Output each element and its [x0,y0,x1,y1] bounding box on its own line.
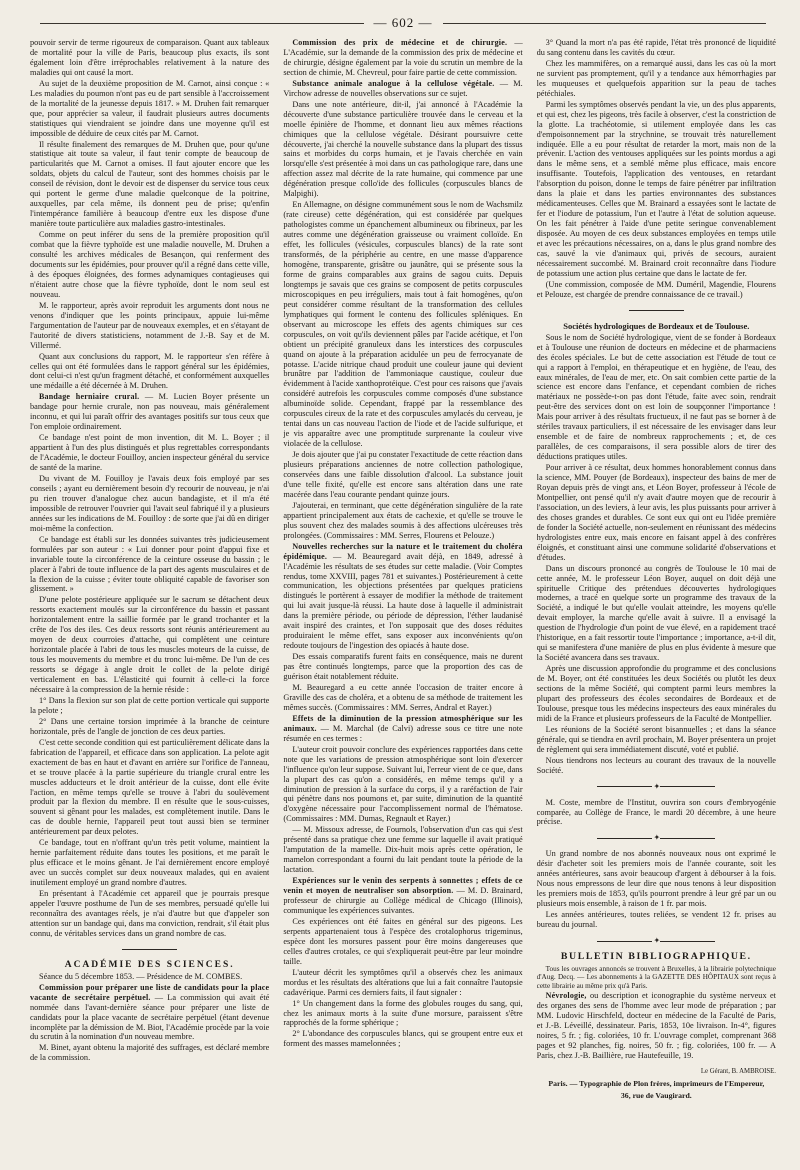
paragraph: (Une commission, composée de MM. Duméril, Magendie, Flourens et Pelouze, est chargée de prendre connaissance de ce travail.) [536,279,776,299]
article-pression [283,714,522,744]
paragraph: Au sujet de la deuxième proposition de M. Carnot, ainsi conçue : « Les maladies du poumon n'ont pas eu de part sensible à l'accroissement de la mortalité de la jeunesse depuis 1817. » M. Druhen fait remarquer que, pour apprécier sa valeur, il faudrait plusieurs autres documents statistiques qui viendraient se joindre dans une moyenne qu'il est impossible de déduire de ceux cités par M. Carnot. [30,78,270,138]
article-cholera [283,542,522,651]
paragraph: C'est cette seconde condition qui est particulièrement délicate dans la fabrication de l'appareil, et efficace dans son application. La pelote agit exactement de bas en haut et d'avant en arrière sur l'orifice de l'anneau, et se trouve placée à la partie supérieure du triangle crural entre les muscles adducteurs et le droit antérieur de la cuisse, dont elle évite l'action, en même temps qu'elle se trouve à l'abri du soulèvement produit par la flexion du membre. Il en résulte que le sous-cuisses, souvent si gênant pour les malades, est complètement inutile. Dans le cas de double hernie, l'appareil peut tout aussi bien se terminer antérieurement par deux pelotes. [30,737,270,837]
column-3 [537,38,776,1150]
paragraph: Comme on peut inférer du sens de la première proposition qu'il combat que la fièvre typhoïde est une maladie nouvelle, M. Druhen a consulté les archives médicales de Besançon, qui renferment des documents sur les épidémies, pour prouver qu'il a régné dans cette ville, à des époques éloignées, des formes adynamiques contagieuses qui n'étaient autre chose que la fièvre typhoïde, dont le nom seul est nouveau. [30,230,270,299]
article-lead: Substance animale analogue à la cellulose végétale. [292,78,495,88]
paragraph: 1° Un changement dans la forme des globules rouges du sang, qui, chez les animaux morts à la suite d'une morsure, paraissent s'être rapprochés de la forme sphérique ; [283,998,523,1028]
paragraph: Nous tiendrons nos lecteurs au courant des travaux de la nouvelle Société. [536,755,776,775]
paragraph: M. Coste, membre de l'Institut, ouvrira son cours d'embryogénie comparée, au Collège de France, le mardi 20 décembre, à une heure précise. [536,797,776,827]
printer-address: 36, rue de Vaugirard. [620,1090,692,1100]
article-text: — M. Beauregard avait déjà, en 1849, adressé à l'Académie les résultats de ses études sur cette maladie. (Voir Comptes rendus, tome XXVIII, pages 781 et suivantes.) Postérieurement à cette communication, les objections présentées par quelques praticiens distingués le portèrent à essayer de modifier la méthode de traitement qui lui avait jusque-là réussi. La haute dose à laquelle il administrait dans la première période, ou période de dépression, l'éther laudanisé avait inspiré des craintes, et l'on supposait que des doses réduites produiraient le même effet, sans exposer aux inconvénients qu'on redoute toujours de l'ingestion des opiacés à haute dose. [283,551,523,651]
article-lead: Expériences sur le venin des serpents à sonnettes ; effets de ce venin et moyen de neutraliser son absorption. [283,876,523,896]
section-divider [30,945,269,955]
article-text: ou description et iconographie du système nerveux et des organes des sens de l'homme avec leur mode de préparation ; par MM. Ludovic Hirschfeld, docteur en médecine de la Faculté de Paris, et J.-B. Léveillé, dessinateur. Paris, 1853, 10e livraison. In-4°, figures noires, 5 fr. ; fig. coloriées, 10 fr. L'ouvrage complet, comprenant 368 pages et 92 planches, fig. noires, 50 fr. ; fig. coloriées, 100 fr. — A Paris, chez J.-B. Baillière, rue Hautefeuille, 19. [536,991,776,1060]
paragraph: Ce bandage n'est point de mon invention, dit M. L. Boyer ; il appartient à l'un des plus distingués et plus regrettables correspondants de l'Académie, le docteur Fouilloy, ancien inspecteur général du service de santé de la marine. [30,433,270,473]
paragraph: — M. Missoux adresse, de Fournols, l'observation d'un cas qui s'est présenté dans sa pratique chez une femme sur laquelle il avait pratiqué l'amputation de la mamelle. Dix-huit mois après cette opération, le mamelon correspondant a fourni du lait pendant toute la période de la lactation. [283,825,523,875]
paragraph: 2° L'abondance des corpuscules blancs, qui se groupent entre eux et forment des masses mamelonnées ; [283,1029,523,1049]
article-lead: Névrologie, [545,991,587,1001]
article-serpents [283,876,522,916]
header-rule-left [40,23,364,24]
article-nevrologie [537,991,776,1061]
paragraph: 2° Dans une certaine torsion imprimée à la branche de ceinture horizontale, près de l'angle de jonction de ces deux parties. [30,716,270,736]
paragraph: Pour arriver à ce résultat, deux hommes honorablement connus dans la science, MM. Pouyer (de Bordeaux), inspecteur des bains de mer de Royan depuis près de vingt ans, et Léon Boyer, professeur à l'école de Montpellier, ont pensé qu'il n'y avait d'autre moyen que de recourir à l'association, un des leviers, à leur avis, les plus puissants pour arriver à des choses grandes et durables. Ce sont eux qui ont eu l'idée première de fonder la Société actuelle, non-seulement en réunissant des médecins hydrologistes entre eux, mais encore en faisant appel à des confrères éloignés, et constituant ainsi une commune solidarité d'observations et d'études. [536,463,776,562]
article-text: — M. D. Brainard, professeur de chirurgie au Collège médical de Chicago (Illinois), communique les expériences suivantes. [283,886,523,915]
ornament-divider: ✦ [537,833,776,843]
article-text: — M. Marchal (de Calvi) adresse sous ce titre une note résumée en ces termes : [283,723,523,743]
columns [30,38,776,1150]
article-lead: Commission des prix de médecine et de chirurgie. [292,38,508,47]
page-header [30,12,776,34]
article-lead: Commission pour préparer une liste de candidats pour la place vacante de secrétaire perpétuel. [30,982,270,1002]
paragraph: Ce bandage est établi sur les données suivantes très judicieusement formulées par son auteur : « Lui donner pour point d'appui fixe et invariable toute la circonférence de la ceinture osseuse du bassin ; le placer à l'abri de toute influence de la part des agents musculaires et de la flexion de la cuisse ; éviter toute obliquité capable de favoriser son glissement. » [30,534,270,594]
ornament-divider: ✦ [537,936,776,946]
paragraph: Je dois ajouter que j'ai pu constater l'exactitude de cette réaction dans plusieurs préparations anciennes de notre collection pathologique, conservées dans une faible dissolution d'alcool. La substance jouit d'une telle fixité, qu'elle est encore sans altération dans une rate macérée dans l'eau courante pendant quinze jours. [283,450,523,499]
paragraph: Dans une note antérieure, dit-il, j'ai annoncé à l'Académie la découverte d'une substance particulière trouvée dans le cerveau et la moelle épinière de l'homme, et donnant lieu aux mêmes réactions chimiques que la cellulose végétale. Désirant poursuivre cette découverte, j'ai cherché la nouvelle substance dans la plupart des tissus sains et morbides du corps humain, et je l'avais cherchée en vain lorsqu'elle s'est présentée à moi dans un cas pathologique rare, dans une affection assez mal décrite de la rate humaine, qui commence par une dégénération presque collo'ide des follicules (corpuscules blancs de Malpighi). [283,99,523,199]
paragraph: M. Binet, ayant obtenu la majorité des suffrages, est déclaré membre de la commission. [30,1043,270,1063]
paragraph: L'auteur décrit les symptômes qu'il a observés chez les animaux mordus et les résultats des altérations que lui a fait connaître l'autopsie cadavérique. Parmi ces derniers faits, il faut signaler : [283,967,523,997]
column-1 [30,38,269,1150]
session-line: Séance du 5 décembre 1853. — Présidence de M. COMBES. [39,971,243,981]
paragraph: Après une discussion approfondie du programme et des conclusions de M. Boyer, ont été constituées les deux Sociétés ou plutôt les deux sections de la même Société, qui comptent parmi leurs membres la plupart des professeurs des écoles secondaires de Bordeaux et de Toulouse, presque tous les médecins inspecteurs des eaux minérales du midi de la France et plusieurs professeurs de la Faculté de Montpellier. [536,664,776,723]
paragraph: Parmi les symptômes observés pendant la vie, un des plus apparents, et qui est, chez les pigeons, très facile à observer, c'est la constriction de la glotte. La trachéotomie, si utilement employée dans les cas d'empoisonnement par la strychnine, se trouvait très naturellement indiquée. Elle a eu pour résultat de retarder la mort, mais non de la prévenir. L'action des ventouses appliquées sur les points mordus a agi dans le même sens, et a semblé même plus efficace, mais encore insuffisante. Toutefois, l'application des ventouses, en retardant l'absorption du poison, donne le temps de faire pénétrer par infiltration dans la plaie et dans les parties environnantes des substances médicamenteuses. Celles que M. Brainard a essayées sont le lactate de fer et l'iodure de potassium, l'un et l'autre à l'état de solution aqueuse. On les fait pénétrer à l'aide d'une petite seringue convenablement disposée. Au moyen de ces deux substances employées en temps utile et avec les précautions nécessaires, on a, dans le plus grand nombre des cas, sauvé la vie d'animaux qui, privés de secours, auraient nécessairement succombé. M. Brainard croit reconnaître dans l'iodure de potassium une action plus certaine que dans le lactate de fer. [536,99,776,278]
article-cellulose [283,79,522,99]
paragraph: Les réunions de la Société seront bisannuelles ; et dans la séance générale, qui se tiendra en avril prochain, M. Boyer présentera un projet de règlement qui sera immédiatement discuté, voté et publié. [536,724,776,754]
paragraph: M. Beauregard a eu cette année l'occasion de traiter encore à Graville des cas de choléra, et a obtenu de sa méthode de traitement les mêmes succès. (Commissaires : MM. Serres, Andral et Rayer.) [283,683,523,712]
ornament-divider: ✦ [537,782,776,792]
paragraph: Un grand nombre de nos abonnés nouveaux nous ont exprimé le désir d'acheter soit les premiers mois de l'année courante, soit les années antérieures, sans avoir beaucoup d'argent à débourser à la fois. Nous nous empressons de leur dire que nous tenons à leur disposition les premiers mois de 1853, qu'ils pourront prendre à leur gré par un ou plusieurs mois ensemble, à raison de 1 fr. par mois. [536,849,776,909]
article-text: — L'Académie, sur la demande de la commission des prix de médecine et de chirurgie, désigne également par la voie du scrutin un membre de la section de chimie, M. Chevreul, pour faire partie de cette commission. [283,38,523,77]
article-text: — La commission qui avait été nommée dans l'avant-dernière séance pour préparer une liste de candidats pour la place vacante de secrétaire perpétuel (étant devenue incomplète par la démission de M. Biot, l'Académie procède par la voie du scrutin à la nomination d'un nouveau membre. [30,992,270,1042]
paragraph: Dans un discours prononcé au congrès de Toulouse le 10 mai de cette année, M. le professeur Léon Boyer, auquel on doit déjà une spirituelle Critique des prétendues découvertes hydrologiques modernes, a tracé en quelque sorte un programme des travaux de la Société, a indiqué le but qu'elle voulait atteindre, les moyens qu'elle devait employer, la marche qu'elle avait à suivre. Il a envisagé la question de l'hydrologie d'un point de vue élevé, en a rapidement tracé l'historique, en a fait ressortir toute l'importance ; importance, a-t-il dit, qui se manifestera d'une manière de plus en plus évidente à mesure que la Société avancera dans ses travaux. [536,563,776,663]
paragraph: Ce bandage, tout en n'offrant qu'un très petit volume, maintient la hernie parfaitement réduite dans toutes les positions, et me paraît le plus efficace et le moins gênant. Je l'ai dernièrement encore employé avec un succès complet sur deux nouveaux malades, qui en avaient inutilement employé un grand nombre d'autres. [30,838,270,888]
gerant-name: B. AMBROISE. [731,1067,776,1075]
paragraph: pouvoir servir de terme rigoureux de comparaison. Quant aux tableaux de mortalité pour la ville de Paris, beaucoup plus exacts, ils sont également loin d'être irréprochables relativement à la nature des maladies qui ont causé la mort. [30,38,270,77]
paragraph: En présentant à l'Académie cet appareil que je pourrais presque appeler l'œuvre posthume de l'un de ses membres, persuadé qu'elle lui reconnaîtra des avantages réels, je n'ai d'autre but que d'appeler son attention sur un bandage qui, dans ma conviction, rendrait, s'il était plus connu, de véritables services dans un grand nombre de cas. [30,889,270,938]
printer-line: Paris. — Typographie de Plon frères, imprimeurs de l'Empereur, [548,1078,765,1088]
article-lead: Effets de la diminution de la pression atmosphérique sur les animaux. [283,713,523,733]
paragraph: D'une pelote postérieure appliquée sur le sacrum se détachent deux ressorts exactement moulés sur la circonférence du bassin et passant horizontalement entre la saillie formée par le grand trochanter et la crête de l'os des iles. Ces deux ressorts sont réunis antérieurement au moyen de deux courroies d'attache, qui complètent une ceinture horizontale placée à l'abri de tous les muscles moteurs de la cuisse, de tous les mouvements du membre et du tronc lui-même. De l'un de ces ressorts se dégage à angle droit le collet de la pelote dirigé verticalement en bas. L'élasticité qui fournit à celle-ci la force nécessaire à la compression de la hernie réside : [30,595,270,694]
paragraph: Ces expériences ont été faites en général sur des pigeons. Les serpents appartenaient tous à l'espèce des crotalophorus trigeminus, espèce dont les morsures passent pour être moins dangereuses que celles d'autres crotales, ce qui s'expliquerait peut-être par leur moindre taille. [283,916,523,966]
page-number: — 602 — [373,15,433,30]
paragraph: Chez les mammifères, on a remarqué aussi, dans les cas où la mort ne survient pas promptement, qu'il y a tendance aux hémorrhagies par les muqueuses et quelquefois apparition sur la peau de taches pétéchiales. [536,58,776,98]
article-commission [30,983,269,1043]
paragraph: Du vivant de M. Fouilloy je l'avais deux fois employé par ses conseils ; ayant eu dernièrement besoin d'y recourir de nouveau, je n'ai pu rien trouver d'analogue chez aucun bandagiste, et il m'a été impossible de retrouver l'ouvrier qui l'avait seul fabriqué il y a plusieurs années sur les indications de M. Fouilloy : de sorte que j'ai dû en diriger moi-même la confection. [30,473,270,533]
header-rule-right [443,23,767,24]
paragraph: Sous le nom de Société hydrologique, vient de se fonder à Bordeaux et à Toulouse une réunion de docteurs en médecine et de pharmaciens des écoles spéciales. Le but de cette association est l'étude de tout ce qui a rapport à l'emploi, en thérapeutique et en hygiène, de l'eau, des eaux minérales, de l'eau de mer, etc. On sait combien cette partie de la science est encore dans l'enfance, et cependant combien de riches matériaux ne possède-t-on pas dont l'étude, faite avec soin, rendrait peut-être des services dont on est loin de soupçonner l'importance ! Mais pour arriver à des résultats fructueux, il ne faut pas se borner à de stériles travaux particuliers, il est nécessaire de les envisager dans leur ensemble et de faire de nombreux rapprochements ; et, de ces parallèles, de ces comparaisons, il sera possible alors de tirer des déductions pratiques utiles. [536,332,776,462]
section-divider [537,306,776,316]
bulletin-note: Tous les ouvrages annoncés se trouvent à Bruxelles, à la librairie polytechnique d'Aug. Decq. — Les abonnements à la GAZETTE DES HÔPITAUX sont reçus à cette librairie au même prix qu'à Paris. [536,964,776,990]
article-prix [283,38,522,78]
paragraph: 1° Dans la flexion sur son plat de cette portion verticale qui supporte la pelote ; [30,695,270,715]
gerant-line [537,1067,776,1077]
section-heading-academie: ACADÉMIE DES SCIENCES. [64,959,235,970]
paragraph: 3° Quand la mort n'a pas été rapide, l'état très prononcé de liquidité du sang contenu dans les cavités du cœur. [536,38,776,57]
article-bandage [30,392,269,432]
article-lead: Nouvelles recherches sur la nature et le traitement du choléra épidémique. [283,541,523,561]
section-heading-societes: Sociétés hydrologiques de Bordeaux et de Toulouse. [563,320,750,331]
paragraph: L'auteur croit pouvoir conclure des expériences rapportées dans cette note que les variations de pression atmosphérique sont loin d'exercer l'influence qu'on leur suppose. Suivant lui, l'erreur vient de ce que, dans la plupart des cas qu'on a considérés, en même temps qu'il y a diminution de pression à la surface du corps, il y a raréfaction de l'air qui pénètre dans nos poumons et, par suite, diminution de la quantité d'oxygène nécessaire pour l'accomplissement normal de l'hématose. (Commissaires : MM. Dumas, Regnault et Rayer.) [283,744,523,824]
paragraph: Des essais comparatifs furent faits en conséquence, mais ne durent pas être continués longtemps, parce que la proportion des cas de guérison était notablement réduite. [283,652,523,682]
column-2 [283,38,522,1150]
paragraph: J'ajouterai, en terminant, que cette dégénération singulière de la rate appartient principalement aux états de cachexie, et qu'elle se trouve le plus souvent chez des malades soumis à des affections ulcéreuses très prolongées. (Commissaires : MM. Serres, Flourens et Pelouze.) [283,500,523,540]
gerant-label: Le Gérant, [700,1067,732,1075]
bulletin-title: BULLETIN BIBLIOGRAPHIQUE. [560,950,752,962]
paragraph: M. le rapporteur, après avoir reproduit les arguments dont nous ne venons d'indiquer que les points principaux, appuie lui-même l'argumentation de l'auteur par de nouveaux exemples, et en s'étayant de l'autorité de divers statisticiens, notamment de J.-B. Say et de M. Villermé. [30,300,270,350]
paragraph: Il résulte finalement des remarques de M. Druhen que, pour qu'une statistique ait toute sa valeur, il faut tenir compte de beaucoup de particularités que M. Carnot a omises. Il faut ajouter encore que les soldats, objets du calcul de l'auteur, sont des hommes choisis par le conseil de révision, dont le devoir est de dispenser du service tous ceux qui portent le germe d'une maladie quelconque de la poitrine, auxquelles, par cela même, ils donnent peu de prise; qu'enfin l'intempérance familière à beaucoup d'entre eux les dispose d'une manière toute particulière aux maladies gastro-intestinales. [30,139,270,229]
article-text: — M. Lucien Boyer présente un bandage pour hernie crurale, non pas nouveau, mais généralement inconnu, et qui lui paraît offrir des avantages positifs sur tous ceux que l'on emploie ordinairement. [30,392,270,432]
paragraph: Quant aux conclusions du rapport, M. le rapporteur s'en réfère à celles qui ont été formulées dans le rapport général sur les épidémies, dont celui-ci n'est qu'un fragment détaché, et conformément auxquelles une médaille a été décernée à M. Druhen. [30,351,270,391]
article-text: — M. Virchow adresse de nouvelles observations sur ce sujet. [283,78,523,98]
paragraph: Les années antérieures, toutes reliées, se vendent 12 fr. prises au bureau du journal. [536,910,776,930]
article-lead: Bandage herniaire crural. [39,392,140,402]
paragraph: En Allemagne, on désigne communément sous le nom de Wachsmilz (rate cireuse) cette dégénération, qui est considérée par quelques pathologistes comme un épanchement albumineux ou fibrineux, par les autres comme une dégénération graisseuse ou vraiment colloïde. En effet, les follicules (vésicules, corpuscules blancs) de la rate sont transformés, de la périphérie au centre, en une masse d'apparence homogène, transparente, grisâtre ou jaunâtre, qui se présente sous la forme de grains comparables aux grains de sagou cuits. Depuis longtemps je savais que ces grains se composent de petits corpuscules microscopiques en peu irréguliers, mais tout à fait homogènes, qu'on peut considérer comme résultant de la transformation des cellules lymphatiques qui forment le contenu des follicules spléniques. En observant au microscope les effets des agents chimiques sur ces corpuscules, on voit qu'ils deviennent pâles par l'acide acétique, et l'on obtient un précipité granuleux dans les interstices des corpuscules quand on ajoute à la préparation acidulée un peu de ferrocyanate de potasse. L'acide nitrique chaud produit une couleur jaune qui devient brunâtre par l'addition de l'ammoniaque caustique, couleur due évidemment à l'acide xanthoprotéique. C'est pour ces raisons que j'avais considéré autrefois les corpuscules comme composés d'une substance albuminoïde solide. Cependant, frappé par la ressemblance des corpuscules cireux de la rate et des corpuscules amylacés du cerveau, je tentai dans un cas nouveau l'action de l'iode et de l'acide sulfurique, et je vis apparaître avec une promptitude surprenante la couleur vive violacée de la cellulose. [283,200,523,449]
